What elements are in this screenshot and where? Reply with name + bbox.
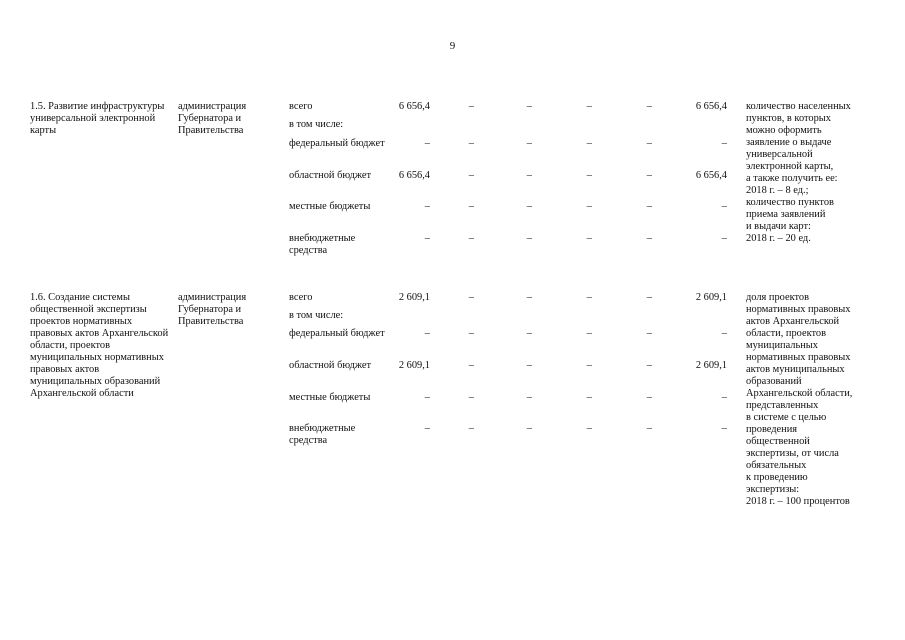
funding-source: внебюджетные средства [289,423,356,446]
funding-value: – [468,233,474,244]
funding-value: – [526,138,532,149]
funding-value: – [721,138,727,149]
funding-source: всего [289,101,313,112]
funding-value: – [586,328,592,339]
funding-value: – [424,138,430,149]
funding-value: – [468,423,474,434]
funding-value: 2 609,1 [695,292,727,303]
funding-value: – [586,360,592,371]
funding-value: – [586,101,592,112]
funding-value: 6 656,4 [695,170,727,181]
funding-value: – [586,233,592,244]
funding-source: федеральный бюджет [289,138,385,149]
target-indicator: количество населенных пунктов, в которых можно оформить заявление о выдаче универсальной электронной карты, а также получить ее: 2018 г. – 8 ед.; количество пунктов приема заявлений и выдачи карт: 2018 г. – 20 ед. [746,101,851,244]
funding-value: – [468,360,474,371]
funding-value: – [468,138,474,149]
funding-value: – [526,328,532,339]
executor: администрация Губернатора и Правительства [178,101,247,136]
funding-value: – [424,328,430,339]
funding-value: 2 609,1 [398,360,430,371]
funding-value: – [526,423,532,434]
funding-value: – [424,392,430,403]
funding-value: – [721,233,727,244]
funding-source: в том числе: [289,119,344,130]
funding-value: – [646,360,652,371]
funding-value: – [646,170,652,181]
funding-source: областной бюджет [289,360,372,371]
funding-value: – [586,138,592,149]
funding-value: 2 609,1 [695,360,727,371]
funding-source: федеральный бюджет [289,328,385,339]
funding-value: – [468,170,474,181]
funding-source: местные бюджеты [289,201,371,212]
executor: администрация Губернатора и Правительства [178,292,247,327]
funding-source: местные бюджеты [289,392,371,403]
funding-value: – [646,138,652,149]
funding-source: в том числе: [289,310,344,321]
funding-value: – [526,292,532,303]
funding-value: 6 656,4 [398,170,430,181]
page-number: 9 [449,40,456,52]
funding-value: – [468,392,474,403]
funding-value: – [468,328,474,339]
funding-value: – [468,101,474,112]
funding-value: – [424,201,430,212]
funding-value: – [721,423,727,434]
funding-value: 6 656,4 [398,101,430,112]
funding-value: 6 656,4 [695,101,727,112]
funding-source: всего [289,292,313,303]
funding-value: – [586,392,592,403]
funding-value: – [586,292,592,303]
funding-value: – [646,201,652,212]
funding-value: – [646,101,652,112]
funding-value: – [646,233,652,244]
measure-name: 1.6. Создание системы общественной экспертизы проектов нормативных правовых актов Архангельской области, проектов муниципальных нормативных правовых актов муниципальных образований Архангельской области [30,292,169,399]
funding-value: – [526,360,532,371]
funding-value: – [526,201,532,212]
funding-value: – [721,328,727,339]
funding-value: 2 609,1 [398,292,430,303]
funding-source: внебюджетные средства [289,233,356,256]
funding-value: – [424,423,430,434]
funding-value: – [646,292,652,303]
funding-value: – [526,170,532,181]
funding-value: – [424,233,430,244]
funding-value: – [468,201,474,212]
funding-value: – [586,423,592,434]
funding-value: – [526,101,532,112]
funding-value: – [468,292,474,303]
funding-value: – [646,392,652,403]
funding-value: – [646,328,652,339]
funding-value: – [526,233,532,244]
funding-value: – [721,201,727,212]
funding-value: – [586,170,592,181]
funding-value: – [526,392,532,403]
funding-value: – [646,423,652,434]
funding-source: областной бюджет [289,170,372,181]
funding-value: – [586,201,592,212]
target-indicator: доля проектов нормативных правовых актов Архангельской области, проектов муниципальных нормативных правовых актов муниципальных образований Архангельской области, представленных в системе с целью проведения общественной экспертизы, от числа обязательных к проведению экспертизы: 2018 г. – 100 процентов [746,292,853,507]
funding-value: – [721,392,727,403]
measure-name: 1.5. Развитие инфраструктуры универсальной электронной карты [30,101,165,136]
